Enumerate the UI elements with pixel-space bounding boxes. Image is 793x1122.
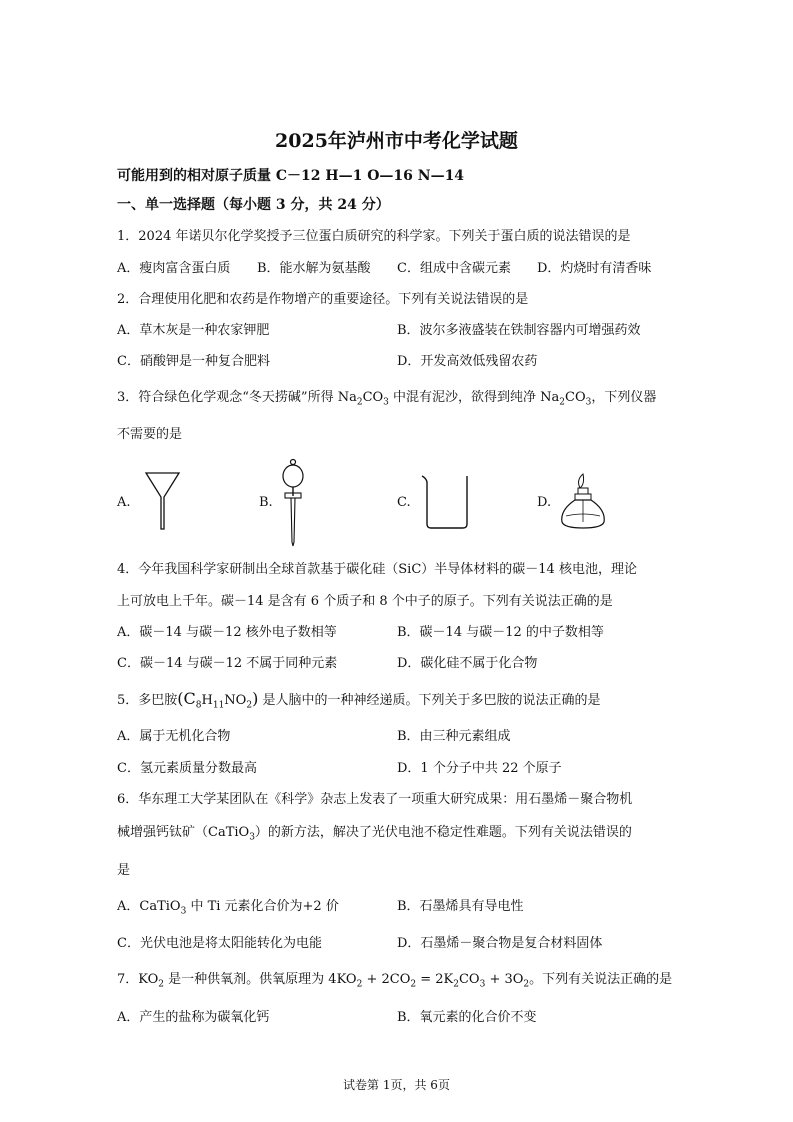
- q6-option-a: [117, 897, 339, 922]
- subscript: 2: [523, 979, 530, 990]
- beaker-icon: [418, 472, 472, 532]
- subscript: 3: [249, 832, 255, 843]
- page-footer: 试卷第 1页，共 6页: [343, 1078, 450, 1092]
- q6-option-d: D．石墨烯－聚合物是复合材料固体: [397, 936, 603, 951]
- subscript: 2: [356, 397, 363, 408]
- q1-option-d: D．灼烧时有清香味: [537, 261, 652, 276]
- q1-option-a: A．瘦肉富含蛋白质: [117, 261, 231, 276]
- q7-part4: = 2K: [416, 972, 454, 987]
- q2-option-d: D．开发高效低残留农药: [397, 354, 538, 369]
- q3-option-d: D.: [537, 495, 552, 510]
- q3-stem-part1: 3．符合绿色化学观念“冬天捞碱”所得 Na: [117, 390, 357, 405]
- formula-no: NO: [224, 693, 247, 708]
- q4-option-a: A．碳－14 与碳－12 核外电子数相等: [117, 625, 337, 640]
- question-7-stem: [117, 970, 672, 995]
- subscript: 2: [559, 397, 566, 408]
- formula-h: H: [201, 693, 213, 708]
- subscript: 3: [479, 979, 486, 990]
- q6-stem-part2: ）的新方法，解决了光伏电池不稳定性难题。下列有关说法错误的: [254, 825, 632, 840]
- question-3-stem: [117, 388, 656, 413]
- subscript: 2: [453, 979, 459, 990]
- question-4-stem-line2: 上可放电上千年。碳－14 是含有 6 个质子和 8 个中子的原子。下列有关说法正确的是: [117, 594, 613, 609]
- question-5-stem: [117, 689, 600, 716]
- q7-part2: 是一种供氧剂。供氧原理为 4KO: [164, 972, 357, 987]
- subscript: 8: [195, 700, 202, 711]
- q2-option-b: B．波尔多液盛装在铁制容器内可增强药效: [397, 323, 641, 338]
- q6-option-b: B．石墨烯具有导电性: [397, 899, 524, 914]
- q7-part3: + 2CO: [362, 972, 411, 987]
- question-4-stem: 4．今年我国科学家研制出全球首款基于碳化硅（SiC）半导体材料的碳－14 核电池，理论: [117, 562, 637, 577]
- q7-part7: 。下列有关说法正确的是: [529, 972, 673, 987]
- q5-option-d: D．1 个分子中共 22 个原子: [397, 761, 562, 776]
- q5-stem-part2: 是人脑中的一种神经递质。下列关于多巴胺的说法正确的是: [258, 693, 601, 708]
- q5-stem-part1: 5．多巴胺: [117, 693, 178, 708]
- question-6-stem: 6．华东理工大学某团队在《科学》杂志上发表了一项重大研究成果：用石墨烯－聚合物机: [117, 792, 633, 807]
- question-6-stem-line2: [117, 823, 632, 848]
- q6-a-part2: 中 Ti 元素化合价为+2 价: [186, 899, 339, 914]
- q2-option-c: C．硝酸钾是一种复合肥料: [117, 354, 270, 369]
- paren-close: ): [252, 689, 259, 708]
- q7-part1: 7．KO: [117, 972, 159, 987]
- q3-stem-part4: CO: [565, 390, 586, 405]
- q4-option-b: B．碳－14 与碳－12 的中子数相等: [397, 625, 604, 640]
- question-1-stem: 1．2024 年诺贝尔化学奖授予三位蛋白质研究的科学家。下列关于蛋白质的说法错误的是: [117, 229, 631, 244]
- subscript: 3: [383, 397, 389, 408]
- q6-stem-part1: 械增强钙钛矿（CaTiO: [117, 825, 250, 840]
- q6-a-part1: A．CaTiO: [117, 899, 181, 914]
- q4-option-d: D．碳化硅不属于化合物: [397, 656, 538, 671]
- q7-part5: CO: [458, 972, 480, 987]
- q2-option-a: A．草木灰是一种农家钾肥: [117, 323, 270, 338]
- subscript: 3: [180, 906, 187, 917]
- paren-open: (C: [177, 689, 196, 708]
- q7-part6: + 3O: [485, 972, 524, 987]
- page-title: 2025年泸州市中考化学试题: [275, 130, 518, 152]
- subscript: 2: [246, 700, 253, 711]
- q5-option-c: C．氢元素质量分数最高: [117, 761, 257, 776]
- q3-option-b: B.: [259, 495, 273, 510]
- q3-stem-part2: CO: [362, 390, 384, 405]
- subscript: 2: [356, 979, 363, 990]
- separatory-funnel-icon: [278, 458, 310, 548]
- question-6-stem-line3: 是: [117, 863, 131, 878]
- q3-stem-part5: ，下列仪器: [591, 390, 657, 405]
- q5-option-a: A．属于无机化合物: [117, 729, 231, 744]
- subscript: 2: [410, 979, 417, 990]
- q7-option-b: B．氧元素的化合价不变: [397, 1010, 537, 1025]
- subscript: 3: [585, 397, 592, 408]
- alcohol-lamp-icon: [556, 470, 612, 532]
- atomic-mass-line: 可能用到的相对原子质量 C－12 H—1 O—16 N—14: [117, 168, 465, 184]
- q3-option-a: A.: [117, 495, 131, 510]
- q6-option-c: C．光伏电池是将太阳能转化为电能: [117, 936, 322, 951]
- q5-option-b: B．由三种元素组成: [397, 729, 511, 744]
- funnel-icon: [143, 470, 183, 532]
- q1-option-b: B．能水解为氨基酸: [257, 261, 371, 276]
- q4-option-c: C．碳－14 与碳－12 不属于同种元素: [117, 656, 338, 671]
- subscript: 11: [212, 700, 225, 711]
- q3-stem-part3: 中混有泥沙，欲得到纯净 Na: [388, 390, 560, 405]
- q1-option-c: C．组成中含碳元素: [397, 261, 511, 276]
- question-2-stem: 2．合理使用化肥和农药是作物增产的重要途径。下列有关说法错误的是: [117, 292, 529, 307]
- subscript: 2: [158, 979, 165, 990]
- question-3-stem-line2: 不需要的是: [117, 427, 183, 442]
- section-heading: 一、单一选择题（每小题 3 分，共 24 分）: [117, 197, 390, 213]
- q3-option-c: C.: [397, 495, 411, 510]
- q7-option-a: A．产生的盐称为碳氧化钙: [117, 1010, 270, 1025]
